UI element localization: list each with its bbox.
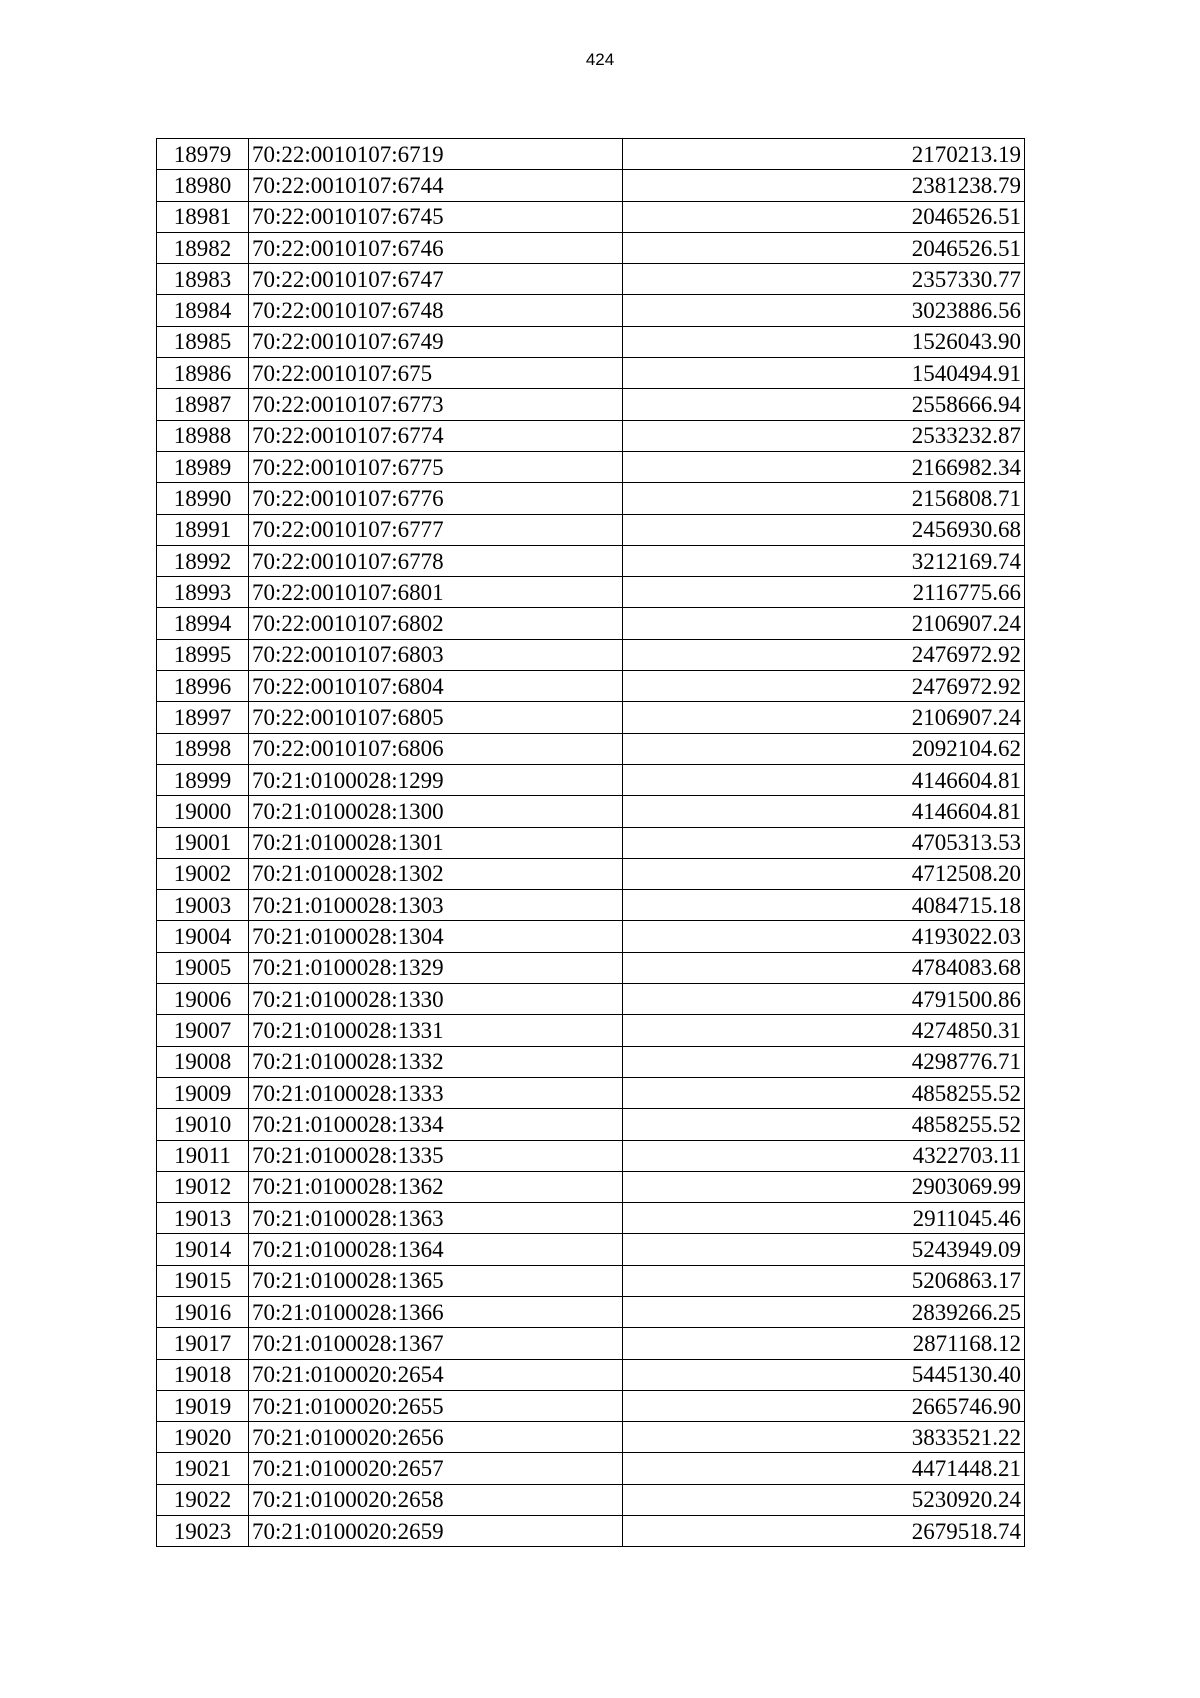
cadastral-number-cell: 70:22:0010107:6719 [249, 139, 623, 170]
row-number-cell: 19021 [157, 1453, 249, 1484]
cadastral-number-cell: 70:21:0100028:1299 [249, 764, 623, 795]
row-number-cell: 19011 [157, 1140, 249, 1171]
row-number-cell: 19018 [157, 1359, 249, 1390]
cadastral-value-cell: 2456930.68 [623, 514, 1025, 545]
cadastral-value-cell: 4858255.52 [623, 1109, 1025, 1140]
row-number-cell: 18994 [157, 608, 249, 639]
row-number-cell: 19003 [157, 890, 249, 921]
row-number-cell: 18986 [157, 358, 249, 389]
cadastral-value-cell: 2533232.87 [623, 420, 1025, 451]
row-number-cell: 18983 [157, 264, 249, 295]
cadastral-number-cell: 70:22:0010107:6747 [249, 264, 623, 295]
cadastral-number-cell: 70:22:0010107:6744 [249, 170, 623, 201]
cadastral-value-cell: 3023886.56 [623, 295, 1025, 326]
table-row [157, 420, 1025, 451]
cadastral-value-cell: 5230920.24 [623, 1484, 1025, 1515]
cadastral-value-cell: 3212169.74 [623, 545, 1025, 576]
row-number-cell: 18981 [157, 201, 249, 232]
row-number-cell: 19005 [157, 952, 249, 983]
cadastral-value-cell: 2679518.74 [623, 1516, 1025, 1547]
table-row [157, 796, 1025, 827]
row-number-cell: 19017 [157, 1328, 249, 1359]
row-number-cell: 19015 [157, 1265, 249, 1296]
cadastral-value-cell: 3833521.22 [623, 1422, 1025, 1453]
cadastral-value-cell: 2871168.12 [623, 1328, 1025, 1359]
row-number-cell: 18987 [157, 389, 249, 420]
cadastral-value-cell: 4322703.11 [623, 1140, 1025, 1171]
table-row [157, 1077, 1025, 1108]
row-number-cell: 18991 [157, 514, 249, 545]
row-number-cell: 18996 [157, 671, 249, 702]
row-number-cell: 18997 [157, 702, 249, 733]
row-number-cell: 19006 [157, 984, 249, 1015]
cadastral-number-cell: 70:22:0010107:6775 [249, 451, 623, 482]
table-row [157, 1296, 1025, 1327]
cadastral-value-cell: 2106907.24 [623, 608, 1025, 639]
table-row [157, 608, 1025, 639]
cadastral-number-cell: 70:21:0100028:1362 [249, 1171, 623, 1202]
cadastral-number-cell: 70:21:0100028:1366 [249, 1296, 623, 1327]
row-number-cell: 19008 [157, 1046, 249, 1077]
table-row [157, 764, 1025, 795]
cadastral-value-cell: 4471448.21 [623, 1453, 1025, 1484]
table-row [157, 295, 1025, 326]
table-row [157, 170, 1025, 201]
cadastral-number-cell: 70:22:0010107:6774 [249, 420, 623, 451]
cadastral-number-cell: 70:22:0010107:675 [249, 358, 623, 389]
cadastral-value-cell: 5206863.17 [623, 1265, 1025, 1296]
table-row [157, 733, 1025, 764]
cadastral-number-cell: 70:21:0100028:1303 [249, 890, 623, 921]
cadastral-number-cell: 70:21:0100020:2656 [249, 1422, 623, 1453]
row-number-cell: 19007 [157, 1015, 249, 1046]
cadastral-number-cell: 70:21:0100028:1332 [249, 1046, 623, 1077]
table-row [157, 1484, 1025, 1515]
cadastral-number-cell: 70:21:0100028:1367 [249, 1328, 623, 1359]
table-row [157, 326, 1025, 357]
table-row [157, 1453, 1025, 1484]
cadastral-value-cell: 4784083.68 [623, 952, 1025, 983]
row-number-cell: 19009 [157, 1077, 249, 1108]
cadastral-value-cell: 2476972.92 [623, 639, 1025, 670]
row-number-cell: 18993 [157, 577, 249, 608]
row-number-cell: 19004 [157, 921, 249, 952]
table-row [157, 1109, 1025, 1140]
cadastral-number-cell: 70:21:0100028:1363 [249, 1203, 623, 1234]
cadastral-number-cell: 70:21:0100028:1300 [249, 796, 623, 827]
cadastral-number-cell: 70:21:0100028:1365 [249, 1265, 623, 1296]
row-number-cell: 18982 [157, 232, 249, 263]
cadastral-number-cell: 70:21:0100028:1301 [249, 827, 623, 858]
cadastral-number-cell: 70:22:0010107:6806 [249, 733, 623, 764]
table-row [157, 1203, 1025, 1234]
row-number-cell: 19001 [157, 827, 249, 858]
cadastral-number-cell: 70:22:0010107:6748 [249, 295, 623, 326]
cadastral-value-cell: 2839266.25 [623, 1296, 1025, 1327]
table-row [157, 671, 1025, 702]
row-number-cell: 19023 [157, 1516, 249, 1547]
row-number-cell: 18985 [157, 326, 249, 357]
cadastral-value-cell: 4298776.71 [623, 1046, 1025, 1077]
cadastral-number-cell: 70:21:0100028:1302 [249, 858, 623, 889]
cadastral-number-cell: 70:22:0010107:6776 [249, 483, 623, 514]
cadastral-number-cell: 70:22:0010107:6777 [249, 514, 623, 545]
row-number-cell: 18989 [157, 451, 249, 482]
cadastral-number-cell: 70:22:0010107:6803 [249, 639, 623, 670]
cadastral-value-cell: 1540494.91 [623, 358, 1025, 389]
table-row [157, 1140, 1025, 1171]
table-row [157, 1390, 1025, 1421]
cadastral-number-cell: 70:21:0100028:1364 [249, 1234, 623, 1265]
cadastral-value-cell: 4712508.20 [623, 858, 1025, 889]
table-row [157, 389, 1025, 420]
table-row [157, 702, 1025, 733]
row-number-cell: 18995 [157, 639, 249, 670]
row-number-cell: 19000 [157, 796, 249, 827]
cadastral-value-cell: 2156808.71 [623, 483, 1025, 514]
table-row [157, 232, 1025, 263]
table-row [157, 952, 1025, 983]
cadastral-number-cell: 70:22:0010107:6749 [249, 326, 623, 357]
table-row [157, 1046, 1025, 1077]
cadastral-number-cell: 70:22:0010107:6804 [249, 671, 623, 702]
cadastral-number-cell: 70:21:0100028:1333 [249, 1077, 623, 1108]
row-number-cell: 18979 [157, 139, 249, 170]
cadastral-value-cell: 2170213.19 [623, 139, 1025, 170]
cadastral-number-cell: 70:21:0100028:1335 [249, 1140, 623, 1171]
table-row [157, 1516, 1025, 1547]
row-number-cell: 19022 [157, 1484, 249, 1515]
row-number-cell: 18988 [157, 420, 249, 451]
table-row [157, 858, 1025, 889]
cadastral-value-cell: 1526043.90 [623, 326, 1025, 357]
cadastral-number-cell: 70:21:0100028:1329 [249, 952, 623, 983]
table-row [157, 1015, 1025, 1046]
row-number-cell: 18980 [157, 170, 249, 201]
cadastral-number-cell: 70:22:0010107:6745 [249, 201, 623, 232]
table-row [157, 545, 1025, 576]
row-number-cell: 19016 [157, 1296, 249, 1327]
cadastral-value-cell: 2092104.62 [623, 733, 1025, 764]
table-row [157, 264, 1025, 295]
row-number-cell: 19020 [157, 1422, 249, 1453]
table-row [157, 1234, 1025, 1265]
cadastral-value-cell: 4791500.86 [623, 984, 1025, 1015]
cadastral-value-cell: 2357330.77 [623, 264, 1025, 295]
cadastral-value-cell: 2665746.90 [623, 1390, 1025, 1421]
cadastral-value-cell: 2166982.34 [623, 451, 1025, 482]
cadastral-number-cell: 70:21:0100020:2659 [249, 1516, 623, 1547]
cadastral-number-cell: 70:21:0100028:1334 [249, 1109, 623, 1140]
cadastral-value-cell: 2558666.94 [623, 389, 1025, 420]
cadastral-value-cell: 4858255.52 [623, 1077, 1025, 1108]
table-row [157, 1265, 1025, 1296]
table-row [157, 1328, 1025, 1359]
cadastral-value-cell: 2381238.79 [623, 170, 1025, 201]
row-number-cell: 19019 [157, 1390, 249, 1421]
cadastral-number-cell: 70:21:0100020:2654 [249, 1359, 623, 1390]
row-number-cell: 18984 [157, 295, 249, 326]
table-row [157, 1171, 1025, 1202]
table-row [157, 1422, 1025, 1453]
cadastral-number-cell: 70:22:0010107:6805 [249, 702, 623, 733]
cadastral-number-cell: 70:22:0010107:6802 [249, 608, 623, 639]
cadastral-value-cell: 2046526.51 [623, 232, 1025, 263]
cadastral-number-cell: 70:21:0100028:1331 [249, 1015, 623, 1046]
table-row [157, 921, 1025, 952]
cadastral-value-cell: 2903069.99 [623, 1171, 1025, 1202]
cadastral-value-cell: 4705313.53 [623, 827, 1025, 858]
cadastral-value-cell: 2116775.66 [623, 577, 1025, 608]
table-row [157, 451, 1025, 482]
row-number-cell: 19014 [157, 1234, 249, 1265]
cadastral-value-cell: 4084715.18 [623, 890, 1025, 921]
table-row [157, 514, 1025, 545]
cadastral-number-cell: 70:21:0100028:1330 [249, 984, 623, 1015]
cadastral-number-cell: 70:21:0100020:2655 [249, 1390, 623, 1421]
row-number-cell: 18999 [157, 764, 249, 795]
table-row [157, 639, 1025, 670]
cadastral-value-cell: 2911045.46 [623, 1203, 1025, 1234]
row-number-cell: 19002 [157, 858, 249, 889]
cadastral-number-cell: 70:22:0010107:6773 [249, 389, 623, 420]
table-row [157, 890, 1025, 921]
page-number: 424 [585, 50, 615, 69]
cadastral-value-cell: 4274850.31 [623, 1015, 1025, 1046]
cadastral-value-cell: 2106907.24 [623, 702, 1025, 733]
cadastral-number-cell: 70:22:0010107:6778 [249, 545, 623, 576]
cadastral-value-cell: 5445130.40 [623, 1359, 1025, 1390]
cadastral-value-cell: 2476972.92 [623, 671, 1025, 702]
row-number-cell: 18990 [157, 483, 249, 514]
table-body [157, 139, 1025, 1547]
row-number-cell: 19012 [157, 1171, 249, 1202]
row-number-cell: 19013 [157, 1203, 249, 1234]
table-row [157, 1359, 1025, 1390]
row-number-cell: 19010 [157, 1109, 249, 1140]
table-row [157, 577, 1025, 608]
row-number-cell: 18998 [157, 733, 249, 764]
cadastral-value-cell: 4193022.03 [623, 921, 1025, 952]
table-row [157, 201, 1025, 232]
table-row [157, 984, 1025, 1015]
cadastral-number-cell: 70:22:0010107:6746 [249, 232, 623, 263]
cadastral-number-cell: 70:21:0100028:1304 [249, 921, 623, 952]
table-row [157, 827, 1025, 858]
table-row [157, 483, 1025, 514]
cadastral-number-cell: 70:21:0100020:2657 [249, 1453, 623, 1484]
cadastral-value-cell: 5243949.09 [623, 1234, 1025, 1265]
cadastral-number-cell: 70:21:0100020:2658 [249, 1484, 623, 1515]
cadastral-value-cell: 2046526.51 [623, 201, 1025, 232]
cadastral-value-cell: 4146604.81 [623, 764, 1025, 795]
cadastral-value-cell: 4146604.81 [623, 796, 1025, 827]
table-row [157, 358, 1025, 389]
cadastral-number-cell: 70:22:0010107:6801 [249, 577, 623, 608]
cadastral-value-table [156, 138, 1025, 1547]
table-row [157, 139, 1025, 170]
row-number-cell: 18992 [157, 545, 249, 576]
